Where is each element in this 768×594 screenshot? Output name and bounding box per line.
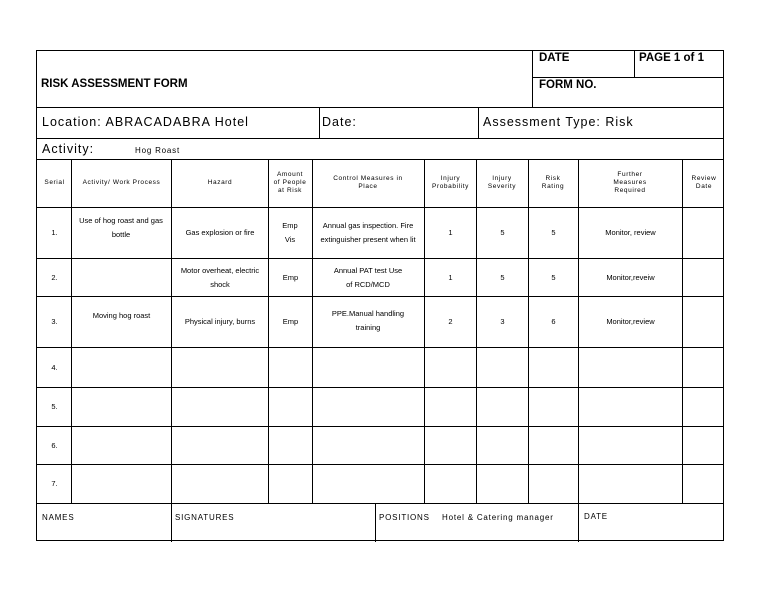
- row-line-7: [37, 503, 724, 504]
- row-2-activity: [72, 259, 171, 296]
- assessment-type-field: Assessment Type: Risk: [483, 115, 634, 129]
- row-3-severity: 3: [500, 317, 505, 326]
- footer-divider: [375, 503, 376, 542]
- header-bottom-line: [37, 107, 724, 108]
- row-2-serial: 2.: [51, 272, 58, 282]
- column-header-further-measures: Further Measures Required: [613, 171, 647, 194]
- row-line-4: [37, 387, 724, 388]
- risk-assessment-form: [36, 50, 724, 541]
- row-2-control: Annual PAT test Use of RCD/MCD: [333, 265, 403, 289]
- column-header-control-measures: Control Measures in Place: [333, 175, 403, 190]
- row-5-serial: 5.: [51, 402, 58, 411]
- row-3-control: PPE.Manual handling training: [331, 309, 405, 332]
- date-field: Date:: [322, 115, 357, 129]
- row-1-control: Annual gas inspection. Fire extinguisher present when lit: [320, 221, 416, 244]
- footer-positions-value: Hotel & Catering manager: [442, 513, 554, 522]
- location-field: Location: ABRACADABRA Hotel: [42, 115, 249, 129]
- activity-label: Activity:: [42, 142, 95, 156]
- footer-positions-label: POSITIONS: [379, 513, 430, 522]
- row-1-rating: 5: [551, 228, 556, 237]
- row-1-further: Monitor, review: [605, 228, 656, 237]
- footer-names-label: NAMES: [42, 513, 75, 522]
- row-3-probability: 2: [448, 317, 453, 326]
- date-header-label: DATE: [539, 52, 570, 64]
- row-1-hazard: Gas explosion or fire: [185, 228, 255, 237]
- row-3-people: Emp: [282, 317, 299, 326]
- row-3-further: Monitor,review: [606, 317, 655, 326]
- row-3-hazard: Physical injury, burns: [184, 317, 256, 326]
- row-2-further: Monitor,reveiw: [606, 272, 655, 282]
- row-1-people: Emp Vis: [282, 221, 298, 244]
- row-line-6: [37, 464, 724, 465]
- row-1-severity: 5: [500, 228, 505, 237]
- row-3-rating: 6: [551, 317, 556, 326]
- column-header-injury-severity: Injury Severity: [487, 175, 517, 190]
- column-header-activity: Activity/ Work Process: [82, 179, 161, 186]
- row-7-serial: 7.: [51, 479, 58, 488]
- row-3-review: [683, 297, 724, 347]
- footer-date-label: DATE: [584, 512, 608, 521]
- row-4-serial: 4.: [51, 362, 58, 372]
- row-6-serial: 6.: [51, 440, 58, 450]
- row-1-activity: Use of hog roast and gas bottle: [79, 216, 163, 239]
- row-2-review: [683, 259, 724, 296]
- row-3-serial: 3.: [51, 317, 58, 326]
- col-line-4: [312, 159, 313, 503]
- footer-signatures-label: SIGNATURES: [175, 513, 235, 522]
- row-2-severity: 5: [500, 272, 505, 282]
- page-indicator: PAGE 1 of 1: [639, 52, 704, 64]
- form-title: RISK ASSESSMENT FORM: [41, 78, 188, 90]
- row-2-hazard: Motor overheat, electric shock: [180, 265, 260, 289]
- info-divider-1: [319, 107, 320, 138]
- column-header-people-at-risk: Amount of People at Risk: [273, 171, 307, 194]
- row-1-review: [683, 208, 724, 258]
- column-header-risk-rating: Risk Rating: [541, 175, 565, 190]
- header-date-line: [532, 77, 724, 78]
- row-line-5: [37, 426, 724, 427]
- row-3-activity: Moving hog roast: [92, 311, 151, 320]
- row-2-people: Emp: [282, 272, 299, 282]
- form-number-label: FORM NO.: [539, 79, 597, 91]
- column-header-review-date: Review Date: [691, 175, 717, 190]
- column-header-injury-probability: Injury Probability: [432, 175, 469, 190]
- column-header-serial: Serial: [44, 179, 65, 186]
- header-divider-vertical: [532, 51, 533, 107]
- column-header-hazard: Hazard: [207, 179, 233, 186]
- row-2-rating: 5: [551, 272, 556, 282]
- row-1-serial: 1.: [51, 228, 58, 237]
- row-1-probability: 1: [448, 228, 453, 237]
- row-line-3: [37, 347, 724, 348]
- header-page-divider: [634, 51, 635, 78]
- activity-value: Hog Roast: [135, 146, 180, 155]
- info-divider-2: [478, 107, 479, 138]
- row-2-probability: 1: [448, 272, 453, 282]
- info-bottom-line: [37, 138, 724, 139]
